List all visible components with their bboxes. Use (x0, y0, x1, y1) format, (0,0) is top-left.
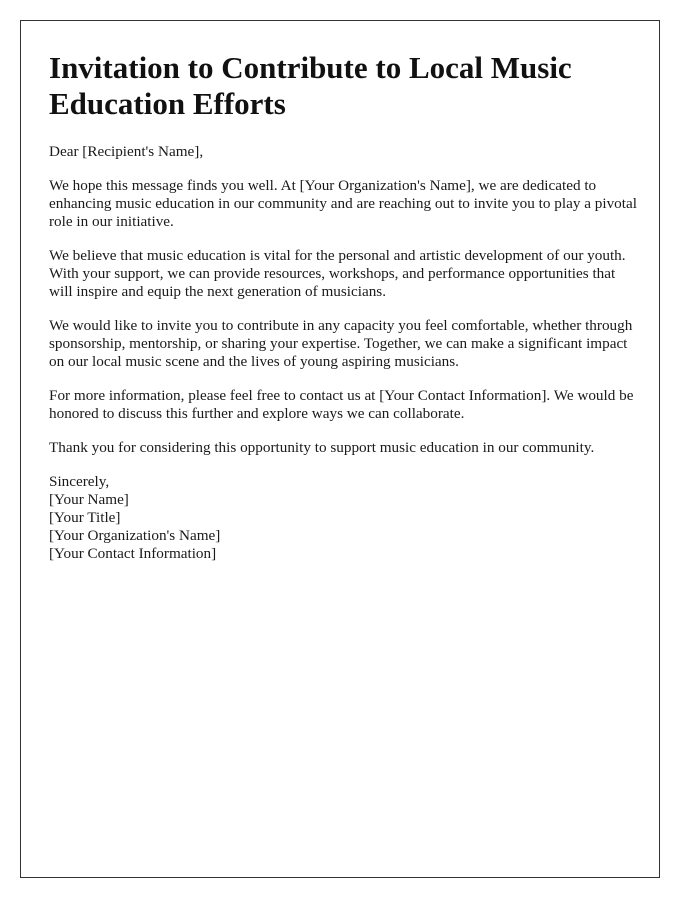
signature-organization: [Your Organization's Name] (49, 527, 221, 544)
letter-content (49, 50, 639, 563)
paragraph-contact: For more information, please feel free to contact us at [Your Contact Information]. We would be honored to discuss this further and explore ways we can collaborate. (49, 387, 634, 422)
letter-title: Invitation to Contribute to Local Music Education Efforts (49, 50, 572, 121)
paragraph-thanks: Thank you for considering this opportunity to support music education in our community. (49, 439, 595, 456)
signature-name: [Your Name] (49, 491, 129, 508)
closing: Sincerely, (49, 473, 110, 490)
salutation: Dear [Recipient's Name], (49, 143, 204, 160)
signature-block (49, 473, 639, 563)
letter-page (20, 20, 660, 878)
signature-title: [Your Title] (49, 509, 121, 526)
paragraph-importance: We believe that music education is vital for the personal and artistic development of our youth. With your support, we can provide resources, workshops, and performance opportunities that will inspire and equip the next generation of musicians. (49, 247, 626, 300)
paragraph-intro: We hope this message finds you well. At [Your Organization's Name], we are dedicated to enhancing music education in our community and are reaching out to invite you to play a pivotal role in our initiative. (49, 177, 637, 230)
paragraph-invitation: We would like to invite you to contribute in any capacity you feel comfortable, whether through sponsorship, mentorship, or sharing your expertise. Together, we can make a significant impact on our local music scene and the lives of young aspiring musicians. (49, 317, 633, 370)
signature-contact: [Your Contact Information] (49, 545, 217, 562)
